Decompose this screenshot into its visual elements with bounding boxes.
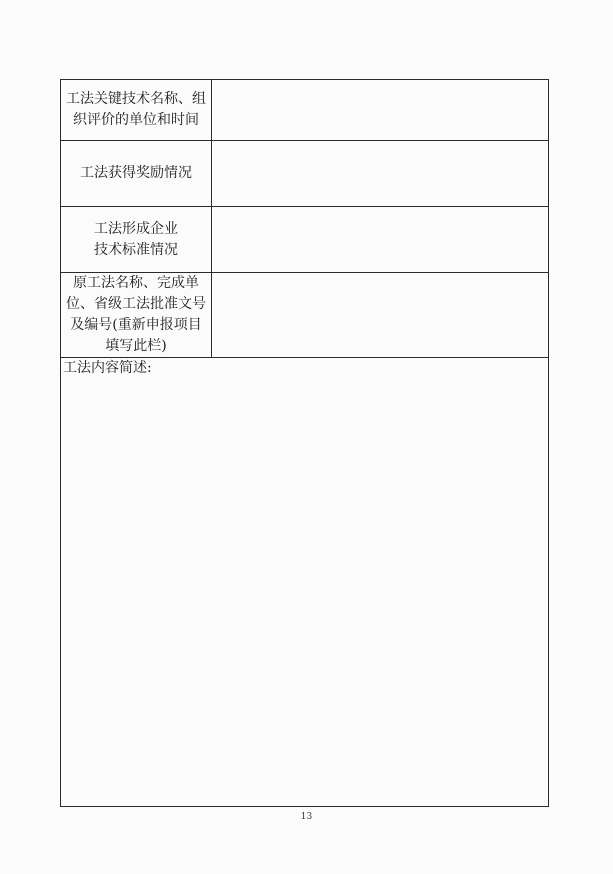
application-form-table [60, 79, 549, 807]
label-key-technology-text: 工法关键技术名称、组 织评价的单位和时间 [66, 91, 206, 128]
label-enterprise-standard-text: 工法形成企业 技术标准情况 [94, 220, 178, 258]
form-row-awards [61, 141, 549, 207]
field-original-method[interactable] [212, 273, 549, 358]
field-key-technology[interactable] [212, 80, 549, 141]
label-awards-text: 工法获得奖励情况 [80, 165, 192, 181]
description-label: 工法内容简述: [63, 360, 152, 376]
field-description[interactable] [61, 358, 549, 807]
label-original-method [61, 273, 212, 358]
label-key-technology [61, 80, 212, 141]
form-row-original-method [61, 273, 549, 358]
label-enterprise-standard [61, 207, 212, 273]
form-row-enterprise-standard [61, 207, 549, 273]
label-original-method-text: 原工法名称、完成单 位、省级工法批准文号 及编号(重新申报项目 填写此栏) [66, 275, 206, 354]
page-number: 13 [300, 812, 313, 822]
label-awards [61, 141, 212, 207]
field-awards[interactable] [212, 141, 549, 207]
form-row-key-technology [61, 80, 549, 141]
field-enterprise-standard[interactable] [212, 207, 549, 273]
form-row-description [61, 358, 549, 807]
